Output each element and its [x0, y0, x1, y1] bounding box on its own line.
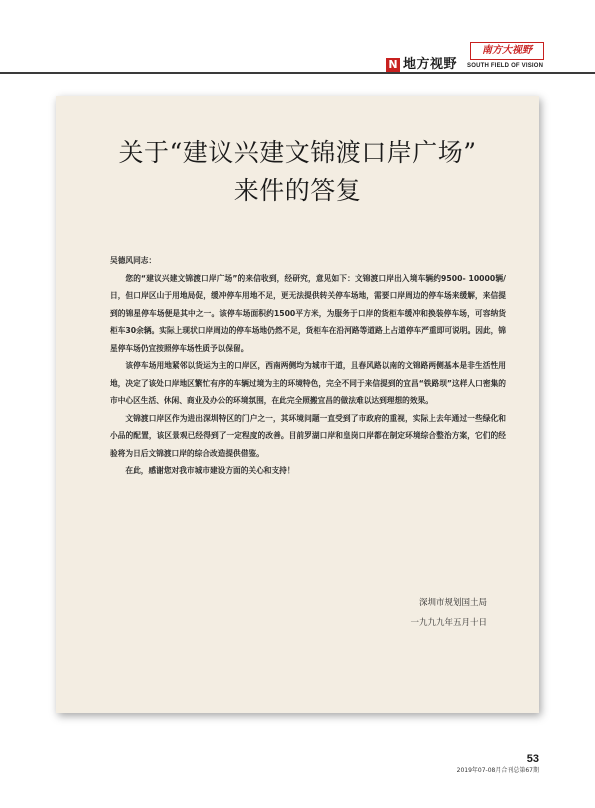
letter-title: [56, 134, 539, 210]
magazine-logo-icon: N: [386, 58, 400, 72]
letter-paragraph: 文锦渡口岸区作为进出深圳特区的门户之一，其环境问题一直受到了市政府的重视，实际上去年通过一些绿化和小品的配置，该区景观已经得到了一定程度的改善。目前罗湖口岸和皇岗口岸都在制定环境综合整治方案，它们的经验将为日后文锦渡口岸的综合改造提供借鉴。: [110, 413, 506, 458]
title-line-1: 关于“建议兴建文锦渡口岸广场”: [118, 138, 477, 167]
letter-date: 一九九九年五月十日: [410, 618, 487, 628]
letter-body: [110, 252, 506, 480]
letter-paper: [56, 96, 539, 713]
letter-salutation: 吴德风同志：: [110, 256, 157, 265]
letter-signature: [410, 593, 487, 633]
title-line-2: 来件的答复: [233, 176, 362, 205]
page-header: [0, 40, 595, 80]
letter-paragraph: 您的“建议兴建文锦渡口岸广场”的来信收到，经研究，意见如下：文锦渡口岸出入境车辆约9500- 10000辆/日，但口岸区山于用地局促，缓冲停车用地不足，更无法提供转关停车场地，需要口岸周边的停车场来缓解，来信提到的锦星停车场便是其中之一。该停车场面积约1500平方米，为服务于口岸的货柜车缓冲和换装停车场，可容纳货柜车30余辆。实际上现状口岸周边的停车场地仍然不足，货柜车在沿河路等道路上占道停车严重即可说明。因此，锦星停车场仍宜按照停车场性质予以保留。: [110, 273, 506, 353]
letter-paragraph: 在此，感谢您对我市城市建设方面的关心和支持！: [125, 466, 295, 475]
page-number: 53: [526, 753, 539, 765]
header-rule: [0, 72, 595, 74]
column-name: 地方视野: [403, 57, 458, 72]
sender-name: 深圳市规划国土局: [418, 598, 487, 608]
issue-info: 2019年07-08月合刊总第67期: [456, 767, 539, 774]
publication-name: 南方大视野: [470, 42, 544, 60]
letter-paragraph: 该停车场用地紧邻以货运为主的口岸区，西南两侧均为城市干道，且春风路以南的文锦路两侧基本是非生活性用地，决定了该处口岸地区繁忙有序的车辆过境为主的环境特色，完全不同于来信提到的宜昌“铁路坝”这样人口密集的市中心区生活、休闲、商业及办公的环境氛围，在此完全照搬宜昌的做法难以达到理想的效果。: [110, 361, 506, 405]
publication-english-name: SOUTH FIELD OF VISION: [467, 63, 544, 69]
